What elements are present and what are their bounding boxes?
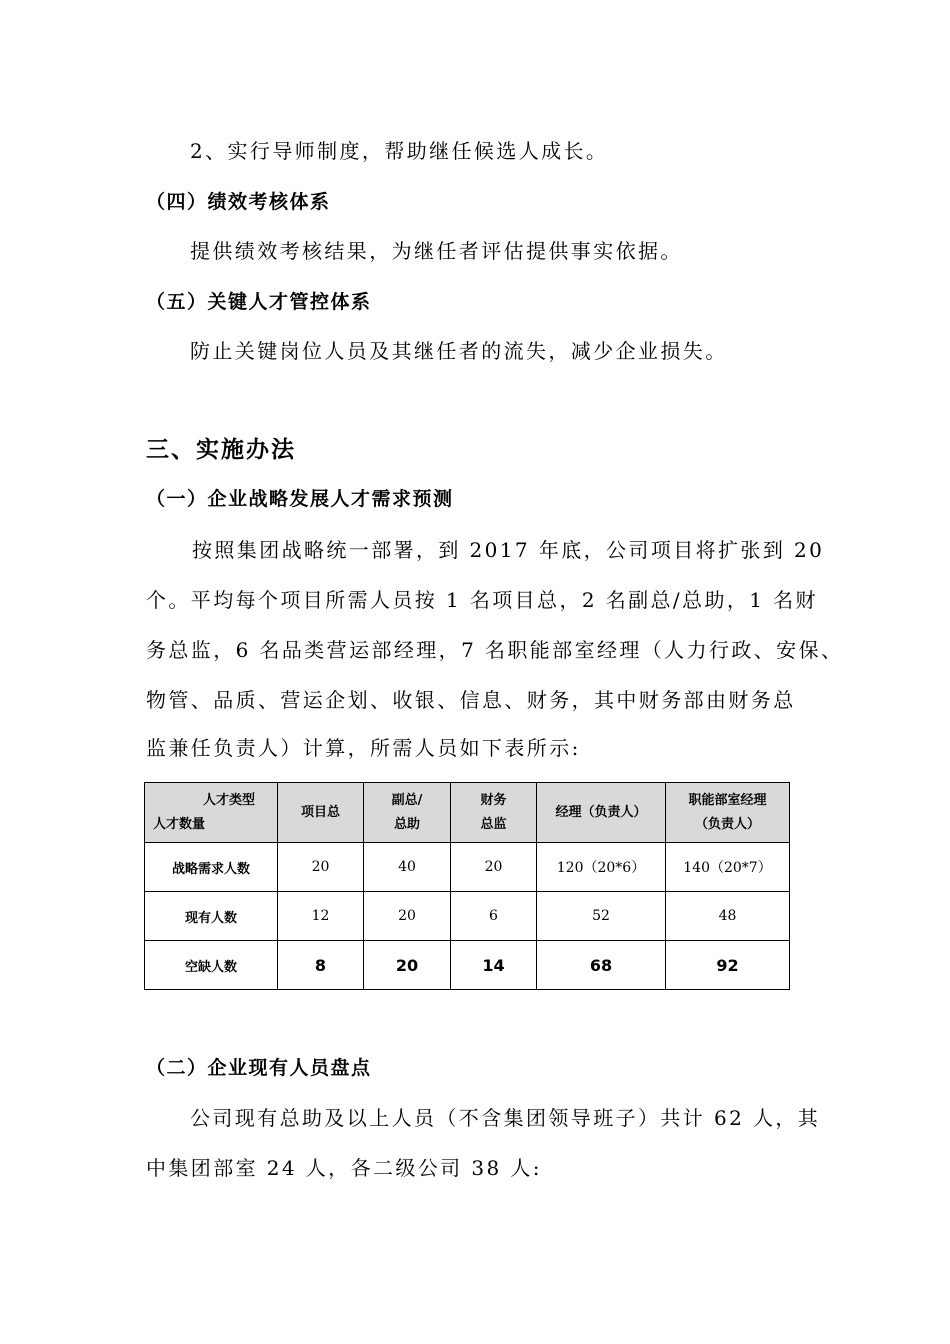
section-heading-5: （五）关键人才管控体系 xyxy=(146,291,372,313)
table-row xyxy=(145,843,790,892)
table-cell: 20 xyxy=(364,892,451,941)
paragraph-line: 公司现有总助及以上人员（不含集团领导班子）共计 62 人，其 xyxy=(190,1106,821,1130)
table-cell: 12 xyxy=(278,892,364,941)
header-cell: 经理（负责人） xyxy=(537,783,666,843)
table-cell: 20 xyxy=(451,843,537,892)
talent-demand-table xyxy=(144,782,790,990)
table-cell: 92 xyxy=(666,941,790,990)
table-cell: 120（20*6） xyxy=(537,843,666,892)
table-row xyxy=(145,941,790,990)
row-label: 空缺人数 xyxy=(145,941,278,990)
section-title-3: 三、实施办法 xyxy=(146,437,296,463)
table-cell: 68 xyxy=(537,941,666,990)
table-cell: 8 xyxy=(278,941,364,990)
header-label-part: 副总/ xyxy=(391,792,423,808)
paragraph-line: 监兼任负责人）计算，所需人员如下表所示: xyxy=(146,736,581,760)
corner-bottom-label: 人才数量 xyxy=(153,816,206,832)
table-cell: 52 xyxy=(537,892,666,941)
header-label-part: 职能部室经理 xyxy=(688,792,767,808)
header-cell xyxy=(451,783,537,843)
row-label: 现有人数 xyxy=(145,892,278,941)
header-label-part: 财务 xyxy=(480,792,507,808)
header-cell: 项目总 xyxy=(278,783,364,843)
corner-top-label: 人才类型 xyxy=(203,792,256,808)
row-label: 战略需求人数 xyxy=(145,843,278,892)
header-label-part: （负责人） xyxy=(694,816,760,832)
paragraph-line: 中集团部室 24 人，各二级公司 38 人: xyxy=(146,1156,542,1180)
header-cell xyxy=(364,783,451,843)
table-row xyxy=(145,892,790,941)
subsection-heading-1: （一）企业战略发展人才需求预测 xyxy=(146,488,454,510)
paragraph-line: 物管、品质、营运企划、收银、信息、财务，其中财务部由财务总 xyxy=(146,688,796,712)
table-cell: 140（20*7） xyxy=(666,843,790,892)
header-corner-cell xyxy=(145,783,278,843)
table-cell: 20 xyxy=(278,843,364,892)
table-cell: 40 xyxy=(364,843,451,892)
table-cell: 48 xyxy=(666,892,790,941)
text-line: 提供绩效考核结果，为继任者评估提供事实依据。 xyxy=(190,239,683,263)
header-cell xyxy=(666,783,790,843)
paragraph-line: 务总监，6 名品类营运部经理，7 名职能部室经理（人力行政、安保、 xyxy=(146,638,844,662)
text-line: 防止关键岗位人员及其继任者的流失，减少企业损失。 xyxy=(190,339,728,363)
table-cell: 6 xyxy=(451,892,537,941)
text-line: 2、实行导师制度，帮助继任候选人成长。 xyxy=(190,139,609,163)
table-header-row xyxy=(145,783,790,843)
table-cell: 20 xyxy=(364,941,451,990)
paragraph-line: 按照集团战略统一部署，到 2017 年底，公司项目将扩张到 20 xyxy=(192,538,825,562)
subsection-heading-2: （二）企业现有人员盘点 xyxy=(146,1057,372,1079)
header-label-part: 总助 xyxy=(393,816,420,832)
paragraph-line: 个。平均每个项目所需人员按 1 名项目总，2 名副总/总助，1 名财 xyxy=(146,588,818,612)
table-cell: 14 xyxy=(451,941,537,990)
section-heading-4: （四）绩效考核体系 xyxy=(146,191,331,213)
header-label-part: 总监 xyxy=(480,816,507,832)
